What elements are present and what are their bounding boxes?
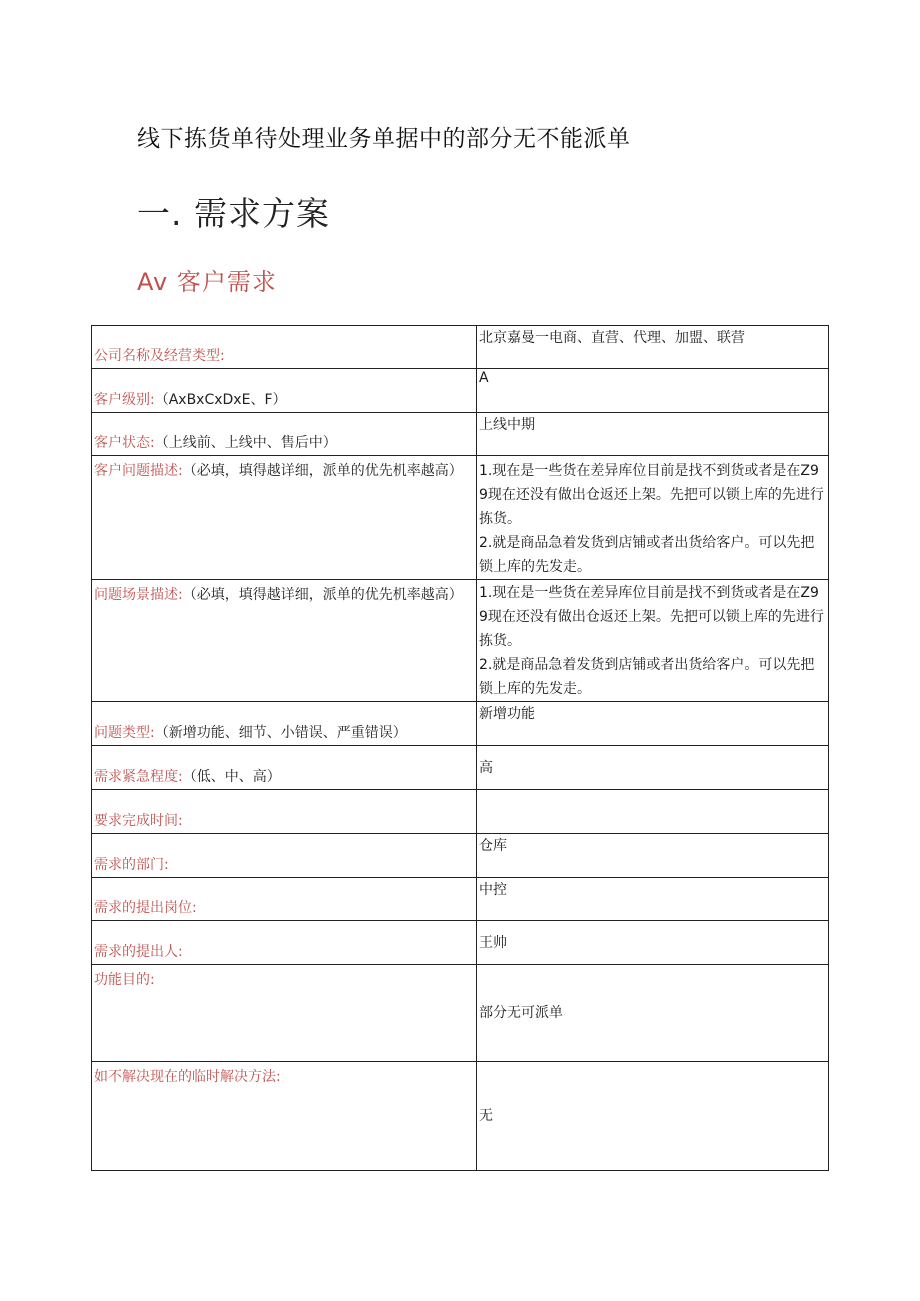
row-value-line: 1.现在是一些货在差异库位目前是找不到货或者是在Z99现在还没有做出仓返还上架。先把可以锁上库的先进行拣货。	[479, 585, 824, 649]
value-cell	[477, 413, 829, 456]
table-row-position	[92, 878, 829, 921]
row-label: 问题类型:	[94, 725, 155, 741]
value-cell	[477, 326, 829, 369]
table-row-customer-status	[92, 413, 829, 456]
requirements-table	[91, 325, 829, 1171]
table-row-urgency	[92, 746, 829, 790]
row-value-line: 1.现在是一些货在差异库位目前是找不到货或者是在Z99现在还没有做出仓返还上架。先把可以锁上库的先进行拣货。	[479, 463, 824, 527]
value-cell	[477, 746, 829, 790]
row-note: （必填，填得越详细，派单的优先机率越高）	[182, 463, 463, 479]
label-cell	[92, 1062, 477, 1171]
row-value: 中控	[479, 882, 507, 898]
label-cell	[92, 921, 477, 965]
row-label: 如不解决现在的临时解决方法:	[94, 1069, 281, 1085]
row-value: A	[479, 370, 489, 386]
row-note: （必填，填得越详细，派单的优先机率越高）	[182, 587, 463, 603]
label-cell	[92, 702, 477, 746]
row-label: 需求紧急程度:	[94, 769, 183, 785]
row-value: 无	[479, 1108, 493, 1124]
row-value-line: 2.就是商品急着发货到店铺或者出货给客户。可以先把锁上库的先发走。	[479, 535, 815, 575]
value-cell	[477, 1062, 829, 1171]
table-row-purpose	[92, 965, 829, 1062]
row-value: 部分无可派单	[479, 1005, 563, 1021]
row-note: （新增功能、细节、小错误、严重错误）	[154, 725, 407, 741]
row-note: （AxBxCxDxE、F）	[154, 392, 287, 408]
table-row-problem-type	[92, 702, 829, 746]
label-cell	[92, 746, 477, 790]
value-cell	[477, 456, 829, 580]
row-label: 需求的部门:	[94, 857, 169, 873]
row-label: 公司名称及经营类型:	[94, 348, 225, 364]
row-label: 客户级别:	[94, 392, 155, 408]
label-cell	[92, 580, 477, 702]
value-cell	[477, 834, 829, 878]
row-label: 需求的提出人:	[94, 944, 183, 960]
table-row-workaround	[92, 1062, 829, 1171]
value-cell	[477, 790, 829, 834]
row-label: 需求的提出岗位:	[94, 900, 197, 916]
label-cell	[92, 878, 477, 921]
row-label: 要求完成时间:	[94, 813, 183, 829]
row-value: 高	[479, 759, 493, 776]
row-value: 新增功能	[479, 706, 535, 722]
value-cell	[477, 702, 829, 746]
label-cell	[92, 326, 477, 369]
row-label: 客户状态:	[94, 435, 155, 451]
value-cell	[477, 965, 829, 1062]
value-cell	[477, 921, 829, 965]
table-row-completion-time	[92, 790, 829, 834]
table-row-proposer	[92, 921, 829, 965]
value-cell	[477, 580, 829, 702]
sub-heading: Av 客户需求	[137, 268, 277, 296]
label-cell	[92, 369, 477, 413]
value-cell	[477, 878, 829, 921]
table-row-customer-level	[92, 369, 829, 413]
row-note: （上线前、上线中、售后中）	[154, 435, 337, 451]
label-cell	[92, 456, 477, 580]
row-note: （低、中、高）	[182, 769, 281, 785]
row-value: 北京嘉曼一电商、直营、代理、加盟、联营	[479, 330, 745, 346]
label-cell	[92, 834, 477, 878]
document-title: 线下拣货单待处理业务单据中的部分无不能派单	[137, 126, 631, 152]
row-label: 客户问题描述:	[94, 463, 183, 479]
row-label: 问题场景描述:	[94, 587, 183, 603]
table-row-department	[92, 834, 829, 878]
table-row-customer-problem	[92, 456, 829, 580]
row-value: 上线中期	[479, 417, 535, 433]
label-cell	[92, 790, 477, 834]
row-value-line: 2.就是商品急着发货到店铺或者出货给客户。可以先把锁上库的先发走。	[479, 657, 815, 697]
value-cell	[477, 369, 829, 413]
row-value: 王帅	[479, 934, 507, 951]
section-heading: 一. 需求方案	[137, 194, 330, 233]
label-cell	[92, 413, 477, 456]
label-cell	[92, 965, 477, 1062]
row-value: 仓库	[479, 838, 507, 854]
row-label: 功能目的:	[94, 972, 155, 988]
table-row-company	[92, 326, 829, 369]
table-row-problem-scenario	[92, 580, 829, 702]
